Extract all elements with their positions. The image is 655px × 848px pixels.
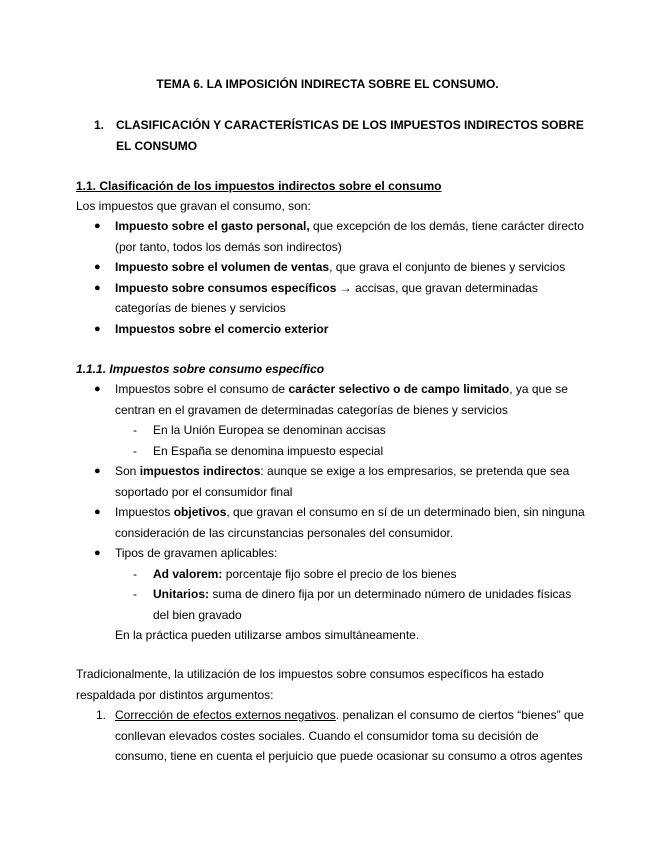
subsection-heading-1-1 <box>76 176 586 197</box>
list-item <box>76 461 586 502</box>
list-item <box>76 502 586 543</box>
item-bold: objetivos <box>173 505 227 519</box>
sub-item-bold: Ad valorem: <box>153 566 223 581</box>
sub-list-item <box>76 441 586 462</box>
list-item <box>76 257 586 278</box>
item-bold: Impuestos sobre el comercio exterior <box>115 321 329 336</box>
note-text: En la práctica pueden utilizarse ambos simultáneamente. <box>115 628 420 642</box>
bullet-icon: ● <box>94 465 101 477</box>
list-item <box>76 278 586 319</box>
bullet-icon: ● <box>94 383 101 395</box>
paragraph: Tradicionalmente, la utilización de los impuestos sobre consumos específicos ha estado respaldada por distintos argumentos: <box>76 667 544 702</box>
dash-icon: - <box>133 566 137 581</box>
bullet-icon: ● <box>94 506 101 518</box>
item-bold: Impuesto sobre el gasto personal, <box>115 219 310 233</box>
dash-icon: - <box>133 443 137 458</box>
sub-item-text: suma de dinero fija por un determinado número de unidades físicas del bien gravado <box>153 587 572 622</box>
sub-item-text: porcentaje fijo sobre el precio de los bienes <box>222 566 457 581</box>
subsection-heading-1-1-1 <box>76 359 586 380</box>
numbered-item <box>76 705 586 767</box>
sub-item-text: En la Unión Europea se denominan accisas <box>153 423 386 437</box>
bullet-icon: ● <box>94 322 101 335</box>
subsection-title: 1.1.1. Impuestos sobre consumo específico <box>76 362 325 376</box>
item-text: Impuestos sobre el consumo de <box>115 382 289 396</box>
dash-icon: - <box>133 587 137 601</box>
item-bold: Impuesto sobre consumos específicos <box>115 280 337 295</box>
section-number: 1. <box>94 118 105 132</box>
item-bold: carácter selectivo o de campo limitado <box>288 382 510 396</box>
document-title: TEMA 6. LA IMPOSICIÓN INDIRECTA SOBRE EL CONSUMO. <box>156 77 499 91</box>
section-title: CLASIFICACIÓN Y CARACTERÍSTICAS DE LOS IMPUESTOS INDIRECTOS SOBRE EL CONSUMO <box>116 118 584 153</box>
item-number: 1. <box>96 708 107 722</box>
list-item <box>76 216 586 257</box>
bullet-icon: ● <box>94 547 101 559</box>
item-bold: impuestos indirectos <box>139 464 261 478</box>
item-text: Impuestos <box>115 505 174 519</box>
item-text: : aunque se exige a los empresarios, se pretenda que sea soportado por el consumidor final <box>115 464 570 499</box>
list-item <box>76 379 586 420</box>
subsection-title: 1.1. Clasificación de los impuestos indirectos sobre el consumo <box>76 179 442 193</box>
item-text: que excepción de los demás, tiene carácter directo (por tanto, todos los demás son indirectos) <box>115 219 584 254</box>
dash-icon: - <box>133 423 137 437</box>
bullet-icon: ● <box>94 261 101 273</box>
item-text: . penalizan el consumo de ciertos “bienes” que conllevan elevados costes sociales. Cuando el consumidor toma su decisión de consumo, tiene en cuenta el perjuicio que puede ocasionar su consumo a otros agentes <box>115 708 584 763</box>
item-link-text: Corrección de efectos externos negativos <box>115 708 336 722</box>
bullet-icon: ● <box>94 220 101 232</box>
list-item <box>76 319 586 340</box>
tax-types-list <box>76 216 586 339</box>
specific-consumption-list <box>76 379 586 646</box>
item-text: Tipos de gravamen aplicables: <box>115 546 278 560</box>
item-text: , que grava el conjunto de bienes y servicios <box>329 260 566 274</box>
sub-item-bold: Unitarios: <box>153 587 210 601</box>
sub-list-item <box>76 420 586 441</box>
item-text: , ya que se centran en el gravamen de determinadas categorías de bienes y servicios <box>115 382 568 417</box>
item-bold: Impuesto sobre el volumen de ventas <box>115 260 330 274</box>
item-text: → accisas, que gravan determinadas categorías de bienes y servicios <box>115 280 538 315</box>
bullet-icon: ● <box>94 281 101 294</box>
arguments-list <box>76 705 586 767</box>
sub-list-item <box>76 564 586 585</box>
item-text: , que gravan el consumo en sí de un determinado bien, sin ninguna consideración de las circunstancias personales del consumidor. <box>115 505 585 540</box>
intro-text: Los impuestos que gravan el consumo, son: <box>76 199 311 213</box>
item-text: Son <box>115 464 140 478</box>
sub-item-text: En España se denomina impuesto especial <box>153 443 384 458</box>
list-item <box>76 543 586 564</box>
sub-list-item <box>76 584 586 625</box>
